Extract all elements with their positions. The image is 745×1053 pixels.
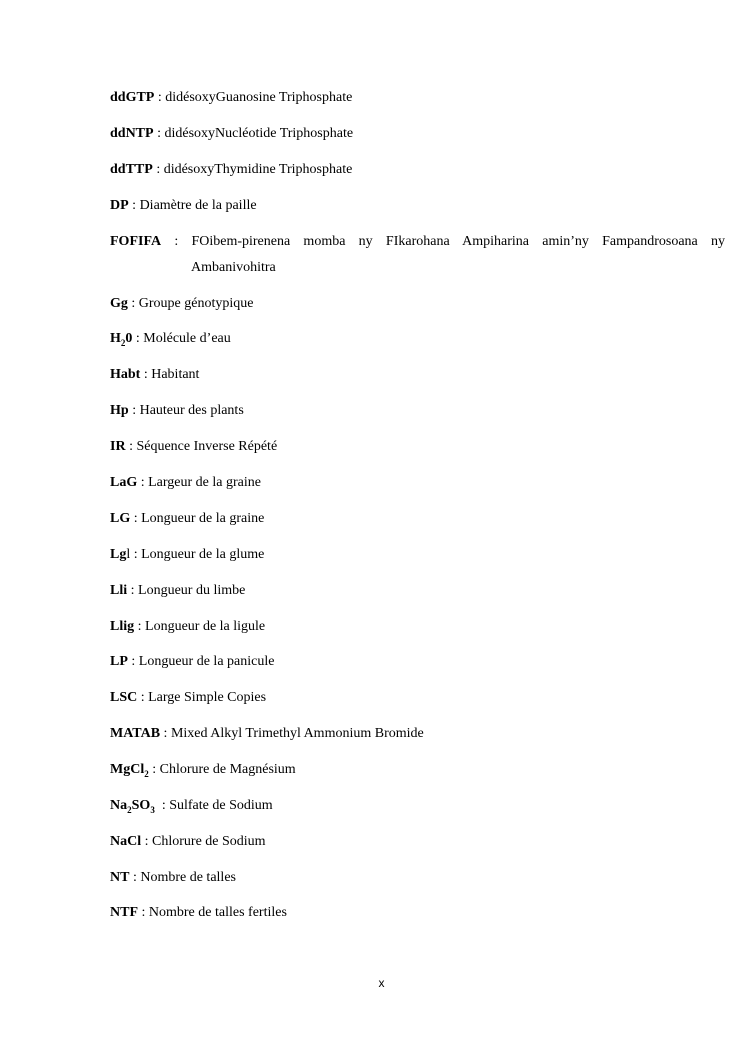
abbreviation-entry: ddNTP : didésoxyNucléotide Triphosphate [110, 126, 354, 141]
abbreviation-entry: DP : Diamètre de la paille [110, 198, 257, 213]
abbreviation-definition: Chlorure de Magnésium [159, 762, 296, 777]
abbreviation-term: NTF [110, 905, 138, 920]
abbreviation-definition: Molécule d’eau [143, 331, 231, 346]
page-number: x [378, 976, 385, 990]
abbreviation-term: $H_20$ [110, 331, 133, 348]
abbreviation-entry: ddGTP : didésoxyGuanosine Triphosphate [110, 90, 353, 105]
abbreviation-entry: LP : Longueur de la panicule [110, 654, 275, 669]
abbreviation-entry: Hp : Hauteur des plants [110, 403, 244, 418]
abbreviation-definition: Nombre de talles fertiles [148, 905, 287, 920]
abbreviation-entry: LSC : Large Simple Copies [110, 690, 267, 705]
abbreviation-term: Llig [110, 619, 135, 634]
abbreviation-definition: didésoxyThymidine Triphosphate [163, 162, 353, 177]
abbreviation-entry: Lli : Longueur du limbe [110, 583, 246, 598]
abbreviation-entry: Llig : Longueur de la ligule [110, 619, 266, 634]
abbreviation-definition: Chlorure de Sodium [152, 834, 266, 849]
abbreviation-term: Lg [110, 547, 127, 562]
abbreviation-entry: FOFIFA : FOibem-pirenena momba ny FIkarohana Ampiharina amin’ny Fampandrosoana ny [110, 234, 726, 249]
abbreviation-definition: FOibem-pirenena momba ny FIkarohana Ampiharina amin’ny Fampandrosoana ny [191, 234, 726, 249]
abbreviation-definition: Large Simple Copies [148, 690, 267, 705]
abbreviation-term: Habt [110, 367, 141, 382]
abbreviation-definition: didésoxyNucléotide Triphosphate [164, 126, 354, 141]
abbreviation-term: LSC [110, 690, 138, 705]
abbreviation-entry: Habt : Habitant [110, 367, 200, 382]
abbreviation-term: MgCl$_2$ [110, 762, 149, 779]
abbreviation-term: IR [110, 439, 126, 454]
abbreviation-term: NaCl [110, 834, 142, 849]
abbreviation-definition-continuation: Ambanivohitra [191, 260, 276, 275]
abbreviation-definition: didésoxyGuanosine Triphosphate [165, 90, 353, 105]
abbreviation-entry: MATAB : Mixed Alkyl Trimethyl Ammonium Bromide [110, 726, 424, 741]
abbreviation-term: Hp [110, 403, 129, 418]
abbreviation-term: MATAB [110, 726, 161, 741]
abbreviation-definition: Hauteur des plants [139, 403, 244, 418]
abbreviation-entry: NT : Nombre de talles [110, 870, 236, 885]
abbreviation-term: LaG [110, 475, 138, 490]
abbreviation-term: Lli [110, 583, 128, 598]
abbreviation-term: ddGTP [110, 90, 155, 105]
abbreviation-definition: Séquence Inverse Répété [136, 439, 278, 454]
abbreviation-entry: MgCl$_2$ : Chlorure de Magnésium [110, 762, 296, 779]
abbreviation-definition: Longueur de la panicule [138, 654, 275, 669]
abbreviation-definition: Longueur de la glume [141, 547, 265, 562]
abbreviation-definition: Longueur du limbe [138, 583, 246, 598]
abbreviation-entry: NaCl : Chlorure de Sodium [110, 834, 266, 849]
abbreviation-entry: $H_20$ : Molécule d’eau [110, 331, 231, 348]
abbreviation-definition: Habitant [151, 367, 200, 382]
abbreviation-entry: $Na_2SO_3$ : Sulfate de Sodium [110, 798, 273, 815]
abbreviation-term: $Na_2SO_3$ [110, 798, 155, 815]
abbreviation-term: LG [110, 511, 131, 526]
abbreviation-entry: ddTTP : didésoxyThymidine Triphosphate [110, 162, 353, 177]
abbreviation-definition: Groupe génotypique [138, 296, 254, 311]
abbreviation-term: NT [110, 870, 130, 885]
abbreviation-term: ddTTP [110, 162, 153, 177]
abbreviation-definition: Sulfate de Sodium [169, 798, 273, 813]
abbreviation-term: DP [110, 198, 129, 213]
abbreviation-term: FOFIFA [110, 234, 162, 249]
abbreviation-term: Gg [110, 296, 128, 311]
abbreviation-definition: Diamètre de la paille [139, 198, 257, 213]
abbreviation-entry: NTF : Nombre de talles fertiles [110, 905, 287, 920]
abbreviation-entry: Gg : Groupe génotypique [110, 296, 254, 311]
abbreviation-definition: Largeur de la graine [148, 475, 261, 490]
abbreviation-entry: LG : Longueur de la graine [110, 511, 265, 526]
abbreviation-definition: Nombre de talles [140, 870, 236, 885]
abbreviation-definition: Longueur de la ligule [145, 619, 266, 634]
abbreviation-entry: LaG : Largeur de la graine [110, 475, 261, 490]
abbreviation-entry: Lgl : Longueur de la glume [110, 547, 265, 562]
abbreviation-definition: Longueur de la graine [141, 511, 265, 526]
abbreviation-term: LP [110, 654, 128, 669]
abbreviation-definition: Mixed Alkyl Trimethyl Ammonium Bromide [170, 726, 424, 741]
abbreviation-entry: IR : Séquence Inverse Répété [110, 439, 278, 454]
abbreviation-term: ddNTP [110, 126, 154, 141]
